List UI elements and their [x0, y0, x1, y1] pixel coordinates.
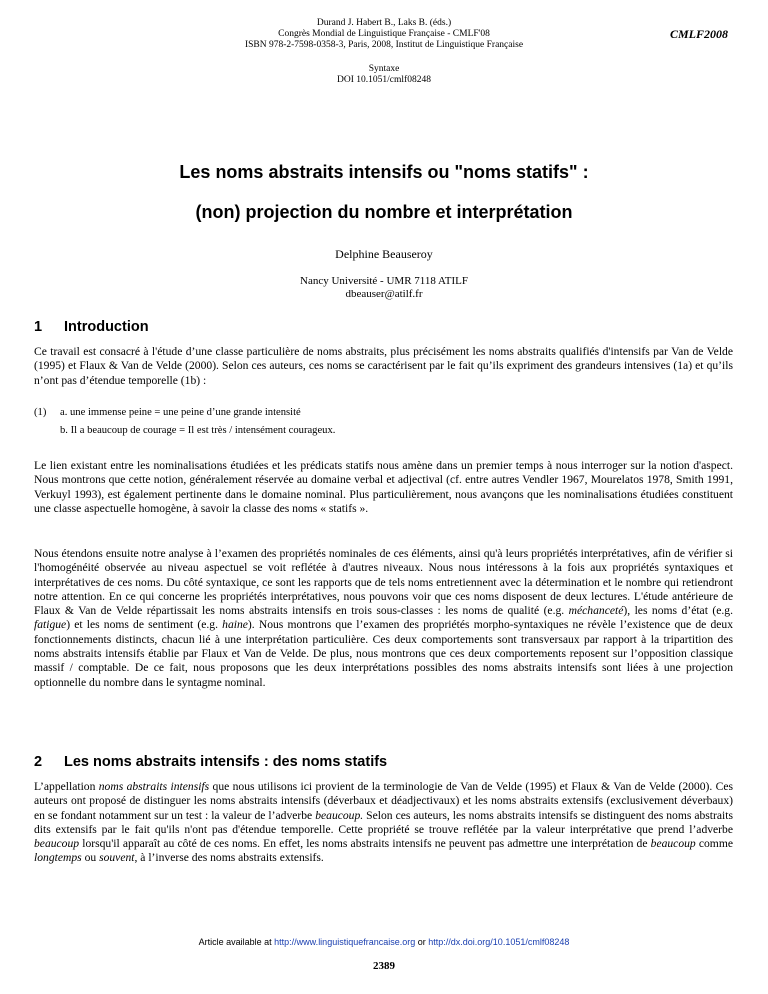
header-editors: Durand J. Habert B., Laks B. (éds.): [316, 18, 452, 28]
paragraph-intro-2: Le lien existant entre les nominalisations étudiées et les prédicats statifs nous amène dans un premier temps à nous interroger sur la notion d'aspect. Nous montrons que cette notion, généralement réservée au domaine verbal et adjectival (cf. entre autres Vendler 1967, Mourelatos 1978, Smith 1991, Verkuyl 1993), est également pertinente dans le domaine nominal. Plus particulièrement, nous avançons que les nominalisations étudiées constituent une classe aspectuelle homogène, à savoir la classe des noms « statifs ».: [34, 459, 733, 515]
paper-title-line1: Les noms abstraits intensifs ou "noms statifs" :: [179, 162, 589, 182]
emphasis: noms abstraits intensifs: [98, 780, 210, 793]
example-1a: a. une immense peine = une peine d’une grande intensité: [60, 407, 301, 418]
paragraph-intro-3: Nous étendons ensuite notre analyse à l’examen des propriétés nominales de ces éléments, ainsi qu'à leurs propriétés interprétatives, afin de vérifier si l'homogénéité observée au niveau aspectuel se voit reflétée à d'autres niveaux. Nous nous intéressons à la fois aux propriétés syntaxiques et interprétatives de ces noms. Du côté syntaxique, ce sont les rapports que de tels noms entretiennent avec la détermination et le nombre qui retiendront notre attention. En ce qui concerne les propriétés interprétatives, nous pouvons voir que ces noms disposent de deux lectures. L'étude antérieure de Flaux & Van de Velde répartissait les noms abstraits intensifs en trois sous-classes : les noms de qualité (e.g. méchanceté), les noms d’état (e.g. fatigue) et les noms de sentiment (e.g. haine). Nous montrons que l’examen des propriétés morpho-syntaxiques ne révèle l’existence que de deux fonctionnements distincts, chacun lié à une interprétation particulière. Ces deux comportements sont transversaux par rapport à la tripartition des noms abstraits intensifs établie par Flaux et Van de Velde. De plus, nous montrons que ces deux comportements reposent sur l’opposition classique massif / comptable. De ce fait, nous proposons que les deux interprétations possibles des noms abstraits intensifs sont liées à une projection optionnelle du nombre dans le syntagme nominal.: [34, 547, 733, 689]
author-affiliation: Nancy Université - UMR 7118 ATILF: [300, 275, 468, 287]
example-term: haine: [222, 618, 248, 632]
header-doi: DOI 10.1051/cmlf08248: [337, 75, 431, 85]
emphasis: longtemps: [34, 851, 82, 865]
section-heading-noms-statifs: [34, 754, 387, 770]
header-isbn: ISBN 978-2-7598-0358-3, Paris, 2008, Institut de Linguistique Française: [244, 40, 524, 50]
article-availability: Article available at http://www.linguistiquefrancaise.org or http://dx.doi.org/10.1051/cmlf08248: [198, 937, 570, 947]
section-number: 2: [34, 754, 43, 770]
section-doi-block: [0, 64, 768, 86]
author-email: dbeauser@atilf.fr: [345, 288, 423, 300]
cmlf-badge: CMLF2008: [669, 27, 728, 41]
header-section: Syntaxe: [368, 64, 400, 74]
header-conference: Congrès Mondial de Linguistique Française - CMLF'08: [278, 29, 490, 39]
emphasis: beaucoup: [650, 837, 696, 851]
section-title: Les noms abstraits intensifs : des noms statifs: [64, 754, 388, 770]
emphasis: beaucoup.: [315, 808, 364, 822]
paragraph-intro-1: Ce travail est consacré à l'étude d’une classe particulière de noms abstraits, plus précisément les noms abstraits qualifiés d'intensifs par Van de Velde (1995) et Flaux & Van de Velde (2000). Selon ces auteurs, ces noms se caractérisent par le fait qu’ils expriment des grandeurs intensives (1a) et qu’ils n’ont pas d’étendue temporelle (1b) :: [34, 345, 733, 387]
example-1: [34, 406, 335, 437]
paper-title-line2: (non) projection du nombre et interprétation: [195, 202, 573, 222]
section-number: 1: [34, 319, 43, 335]
emphasis: souvent: [99, 851, 135, 865]
doi-link[interactable]: http://dx.doi.org/10.1051/cmlf08248: [428, 937, 570, 947]
example-term: méchanceté: [568, 604, 624, 618]
example-term: fatigue: [34, 618, 67, 632]
section-title: Introduction: [64, 319, 149, 335]
page-number: 2389: [373, 960, 395, 972]
paragraph-section2-1: L’appellation noms abstraits intensifs que nous utilisons ici provient de la terminologie de Van de Velde (1995) et Flaux & Van de Velde (2000). Ces auteurs ont proposé de distinguer les noms abstraits intensifs (déverbaux et déadjectivaux) et les noms abstraits extensifs (exclusivement déverbaux) en se fondant notamment sur un test : la valeur de l’adverbe beaucoup. Selon ces auteurs, les noms abstraits intensifs se distinguent des noms abstraits dits extensifs par le fait qu'ils n'ont pas d'étendue temporelle. Cette propriété se trouve reflétée par la valeur interprétative que prend l’adverbe beaucoup lorsqu'il apparaît au côté de ces noms. En effet, les noms abstraits intensifs ne peuvent pas admettre une interprétation de beaucoup comme longtemps ou souvent, à l’inverse des noms abstraits extensifs.: [34, 780, 734, 865]
author-name: Delphine Beauseroy: [335, 247, 433, 261]
example-number: (1): [34, 407, 47, 418]
author-affiliation-block: [0, 275, 768, 301]
publication-header: [0, 18, 768, 51]
emphasis: beaucoup: [34, 837, 80, 851]
linguistique-link[interactable]: http://www.linguistiquefrancaise.org: [274, 937, 416, 947]
example-1b: b. Il a beaucoup de courage = Il est très / intensément courageux.: [60, 425, 336, 436]
section-heading-introduction: [34, 319, 149, 335]
